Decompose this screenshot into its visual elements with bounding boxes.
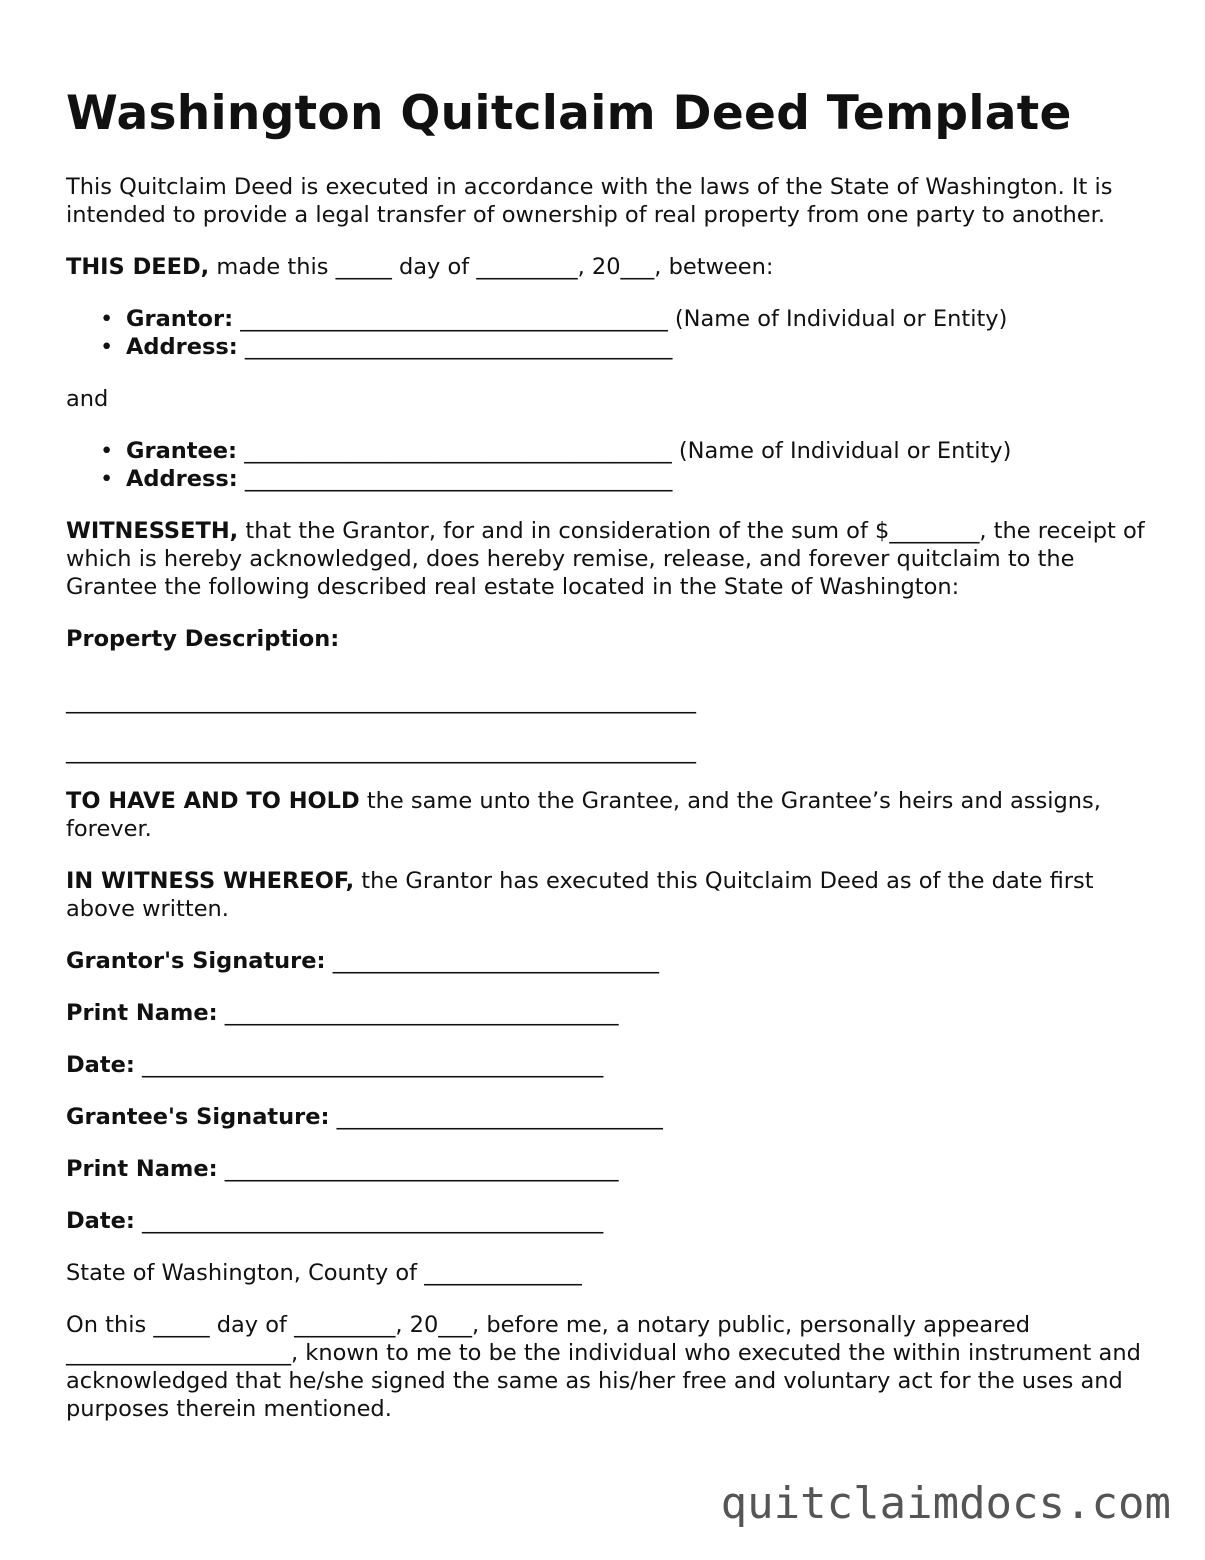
grantor-address-blank: ______________________________________ [237,334,673,360]
grantee-signature-field [66,1103,1146,1131]
to-have-paragraph [66,787,1146,843]
field-label: Date: [66,1208,135,1234]
grantee-list [66,437,1146,493]
grantee-date-field [66,1207,1146,1235]
in-witness-paragraph [66,867,1146,923]
field-blank: _________________________________________ [134,1052,604,1078]
grantee-address-item [100,465,1146,493]
bullet-icon: • [100,466,114,492]
grantor-address-label: Address: [126,334,238,360]
bullet-icon: • [100,438,114,464]
grantor-date-field [66,1051,1146,1079]
grantee-address-label: Address: [126,466,238,492]
field-label: Grantee's Signature: [66,1104,330,1130]
deed-date-line [66,253,1146,281]
grantor-name-item [100,305,1146,333]
in-witness-label: IN WITNESS WHEREOF, [66,868,355,894]
field-blank: ___________________________________ [217,1000,619,1026]
grantee-print-name-field [66,1155,1146,1183]
bullet-icon: • [100,334,114,360]
in-witness-text: the Grantor has executed this Quitclaim Deed as of the date first above written. [66,868,1094,922]
grantee-name-blank: ______________________________________ (Name of Individual or Entity) [237,438,1012,464]
property-description-lines [66,687,1146,765]
property-description-line: ________________________________________________________ [66,688,696,714]
grantee-name-item [100,437,1146,465]
field-blank: _____________________________ [329,1104,663,1130]
witnesseth-label: WITNESSETH, [66,518,239,544]
county-line: State of Washington, County of ______________ [66,1260,582,1286]
bullet-icon: • [100,306,114,332]
notary-paragraph: On this _____ day of _________, 20___, before me, a notary public, personally appeared ____________________, known to me to be the individual who executed the within instrument and acknowledged that he/she signed the same as his/her free and voluntary act for the uses and purposes therein mentioned. [66,1312,1141,1422]
field-label: Grantor's Signature: [66,948,326,974]
witnesseth-paragraph [66,517,1146,601]
grantee-address-blank: ______________________________________ [237,466,673,492]
deed-label: THIS DEED, [66,254,210,280]
intro-paragraph: This Quitclaim Deed is executed in accordance with the laws of the State of Washington. It is intended to provide a legal transfer of ownership of real property from one party to another. [66,174,1113,228]
field-blank: _____________________________ [325,948,659,974]
field-label: Print Name: [66,1000,218,1026]
field-label: Print Name: [66,1156,218,1182]
to-have-text: the same unto the Grantee, and the Grantee’s heirs and assigns, forever. [66,788,1101,842]
grantor-address-item [100,333,1146,361]
field-label: Date: [66,1052,135,1078]
property-description-heading [66,625,1146,653]
grantor-label: Grantor: [126,306,234,332]
grantor-name-blank: ______________________________________ (Name of Individual or Entity) [233,306,1008,332]
field-blank: ___________________________________ [217,1156,619,1182]
property-description-label: Property Description: [66,626,340,652]
and-text: and [66,386,109,412]
grantor-signature-field [66,947,1146,975]
witnesseth-text: that the Grantor, for and in consideration of the sum of $________, the receipt of which is hereby acknowledged, does hereby remise, release, and forever quitclaim to the Grantee the following described real estate located in the State of Washington: [66,518,1145,600]
grantor-list [66,305,1146,361]
deed-document [66,86,1146,1447]
watermark-logo: quitclaimdocs.com [720,1478,1171,1529]
grantor-print-name-field [66,999,1146,1027]
to-have-label: TO HAVE AND TO HOLD [66,788,360,814]
deed-text: made this _____ day of _________, 20___, between: [209,254,774,280]
property-description-line: ________________________________________________________ [66,738,696,764]
page-title: Washington Quitclaim Deed Template [66,86,1072,141]
field-blank: _________________________________________ [134,1208,604,1234]
grantee-label: Grantee: [126,438,238,464]
